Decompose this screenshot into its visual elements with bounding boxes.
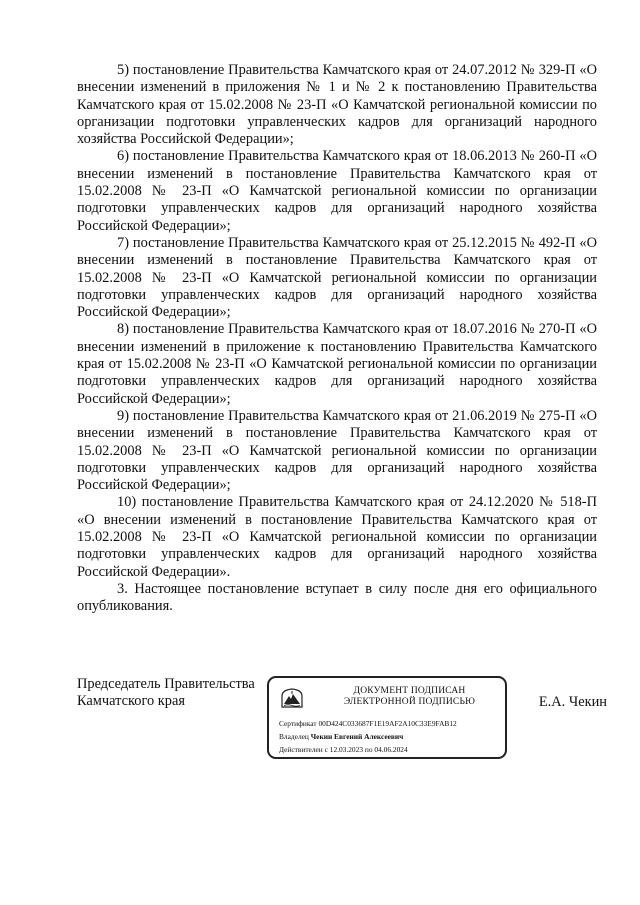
stamp-heading-line1: ДОКУМЕНТ ПОДПИСАН	[353, 686, 466, 696]
list-item: 7) постановление Правительства Камчатского края от 25.12.2015 № 492-П «О внесении изменений в постановление Правительства Камчатского края от 15.02.2008 № 23-П «О Камчатской региональной комиссии по организации подготовки управленческих кадров для организаций народного хозяйства Российской Федерации»;	[77, 234, 597, 321]
signature-block	[77, 676, 607, 766]
valid-label: Действителен с	[279, 745, 328, 754]
stamp-heading-line2: ЭЛЕКТРОННОЙ ПОДПИСЬЮ	[343, 697, 476, 707]
list-item: 9) постановление Правительства Камчатского края от 21.06.2019 № 275-П «О внесении изменений в постановление Правительства Камчатского края от 15.02.2008 № 23-П «О Камчатской региональной комиссии по организации подготовки управленческих кадров для организаций народного хозяйства Российской Федерации»;	[77, 407, 597, 494]
document-body	[77, 62, 597, 616]
signer-title-line1: Председатель Правительства	[77, 676, 255, 692]
owner-label: Владелец	[279, 732, 309, 741]
cert-value: 00D424C033687F1E19AF2A10C33E9FAB12	[318, 719, 457, 728]
kamchatka-coat-of-arms-icon	[281, 688, 303, 708]
valid-to-label: по	[364, 745, 373, 754]
list-item: 8) постановление Правительства Камчатского края от 18.07.2016 № 270-П «О внесении изменений в приложение к постановлению Правительства Камчатского края от 15.02.2008 № 23-П «О Камчатской региональной комиссии по организации подготовки управленческих кадров для организаций народного хозяйства Российской Федерации»;	[77, 321, 597, 407]
stamp-heading	[317, 686, 502, 708]
owner-value: Чекин Евгений Алексеевич	[310, 732, 404, 741]
signer-name: Е.А. Чекин	[538, 694, 607, 710]
effective-clause: 3. Настоящее постановление вступает в силу после дня его официального опубликования.	[77, 580, 597, 615]
signer-title-line2: Камчатского края	[77, 693, 185, 710]
valid-to: 04.06.2024	[374, 745, 408, 754]
stamp-certificate	[279, 719, 457, 728]
signer-title	[77, 676, 255, 711]
stamp-validity	[279, 745, 408, 754]
list-item: 6) постановление Правительства Камчатского края от 18.06.2013 № 260-П «О внесении изменений в постановление Правительства Камчатского края от 15.02.2008 № 23-П «О Камчатской региональной комиссии по организации подготовки управленческих кадров для организаций народного хозяйства Российской Федерации»;	[77, 148, 597, 234]
cert-label: Сертификат	[279, 719, 317, 728]
electronic-signature-stamp	[267, 676, 507, 759]
stamp-owner	[279, 732, 403, 741]
list-item: 5) постановление Правительства Камчатского края от 24.07.2012 № 329-П «О внесении изменений в приложения № 1 и № 2 к постановлению Правительства Камчатского края от 15.02.2008 № 23-П «О Камчатской региональной комиссии по организации подготовки управленческих кадров для организаций народного хозяйства Российской Федерации»;	[77, 62, 597, 148]
list-item: 10) постановление Правительства Камчатского края от 24.12.2020 № 518-П «О внесении изменений в постановление Правительства Камчатского края от 15.02.2008 № 23-П «О Камчатской региональной комиссии по организации подготовки управленческих кадров для организаций народного хозяйства Российской Федерации».	[77, 494, 597, 580]
valid-from: 12.03.2023	[329, 745, 364, 754]
